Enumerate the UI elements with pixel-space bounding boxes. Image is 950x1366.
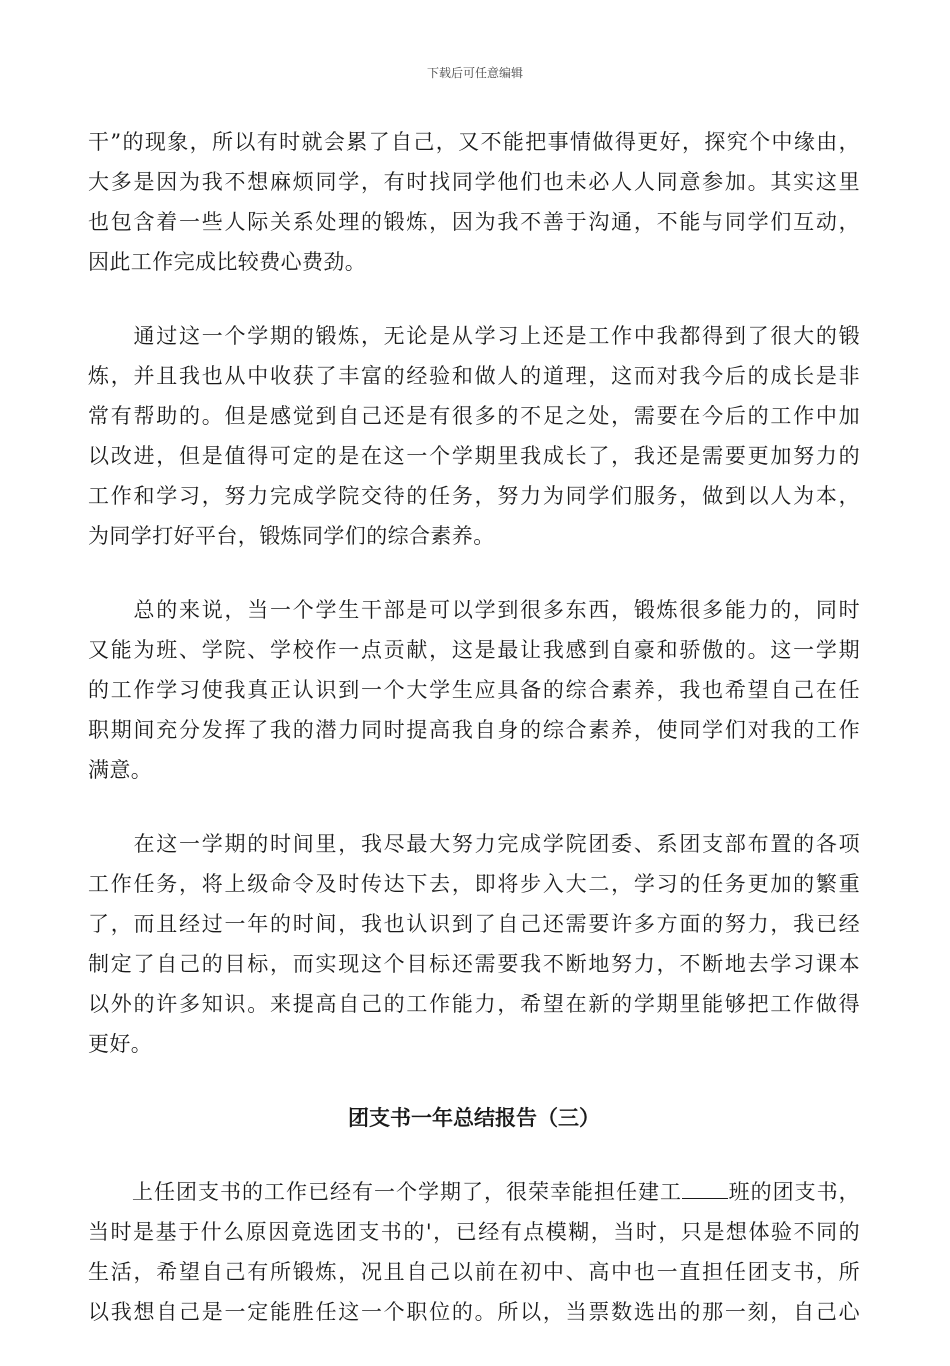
- text-line: 当时是基于什么原因竟选团支书的'，已经有点模糊，当时，只是想体验不同的: [88, 1220, 860, 1244]
- text-line: 炼，并且我也从中收获了丰富的经验和做人的道理，这而对我今后的成长是非: [88, 364, 860, 388]
- text-line: 因此工作完成比较费心费劲。: [88, 250, 367, 274]
- text-line: 以改进，但是值得可定的是在这一个学期里我成长了，我还是需要更加努力的: [88, 444, 860, 468]
- text-line: 工作和学习，努力完成学院交待的任务，努力为同学们服务，做到以人为本，: [88, 484, 860, 508]
- text-line: 为同学打好平台，锻炼同学们的综合素养。: [88, 524, 495, 548]
- text-line: 在这一学期的时间里，我尽最大努力完成学院团委、系团支部布置的各项: [88, 832, 860, 856]
- text-line: 更好。: [88, 1032, 153, 1056]
- text-line: 大多是因为我不想麻烦同学，有时找同学他们也未必人人同意参加。其实这里: [88, 170, 860, 194]
- text-line: 以外的许多知识。来提高自己的工作能力，希望在新的学期里能够把工作做得: [88, 992, 860, 1016]
- paragraph-2: [88, 316, 860, 556]
- text-line: 了，而且经过一年的时间，我也认识到了自己还需要许多方面的努力，我已经: [88, 912, 860, 936]
- text-line: 又能为班、学院、学校作一点贡献，这是最让我感到自豪和骄傲的。这一学期: [88, 638, 860, 662]
- paragraph-1: [88, 122, 860, 282]
- document-body: [88, 122, 860, 1366]
- blank-underline: [682, 1178, 728, 1199]
- section-paragraph: [88, 1172, 860, 1332]
- paragraph-3: [88, 590, 860, 790]
- section-title: 团支书一年总结报告（三）: [348, 1105, 600, 1130]
- text-line: 职期间充分发挥了我的潜力同时提高我自身的综合素养，使同学们对我的工作: [88, 718, 860, 742]
- text-line: 也包含着一些人际关系处理的锻炼，因为我不善于沟通，不能与同学们互动，: [88, 210, 860, 234]
- text-line: 满意。: [88, 758, 153, 782]
- paragraph-4: [88, 824, 860, 1064]
- text-line: 工作任务，将上级命令及时传达下去，即将步入大二，学习的任务更加的繁重: [88, 872, 860, 896]
- text-line: 生活，希望自己有所锻炼，况且自己以前在初中、高中也一直担任团支书，所: [88, 1260, 860, 1284]
- text-line: 制定了自己的目标，而实现这个目标还需要我不断地努力，不断地去学习课本: [88, 952, 860, 976]
- text-line: 的工作学习使我真正认识到一个大学生应具备的综合素养，我也希望自己在任: [88, 678, 860, 702]
- text-line: 干”的现象，所以有时就会累了自己，又不能把事情做得更好，探究个中缘由，: [88, 130, 860, 154]
- text-line: 以我想自己是一定能胜任这一个职位的。所以，当票数选出的那一刻，自己心: [88, 1300, 860, 1324]
- text-line: 常有帮助的。但是感觉到自己还是有很多的不足之处，需要在今后的工作中加: [88, 404, 860, 428]
- text-line: 总的来说，当一个学生干部是可以学到很多东西，锻炼很多能力的，同时: [88, 598, 860, 622]
- text-segment: 上任团支书的工作已经有一个学期了，很荣幸能担任建工: [88, 1180, 682, 1204]
- text-line: 通过这一个学期的锻炼，无论是从学习上还是工作中我都得到了很大的锻: [88, 324, 860, 348]
- page-header: 下载后可任意编辑: [426, 66, 523, 80]
- text-line: [88, 1172, 860, 1212]
- text-segment: 班的团支书，: [727, 1180, 860, 1204]
